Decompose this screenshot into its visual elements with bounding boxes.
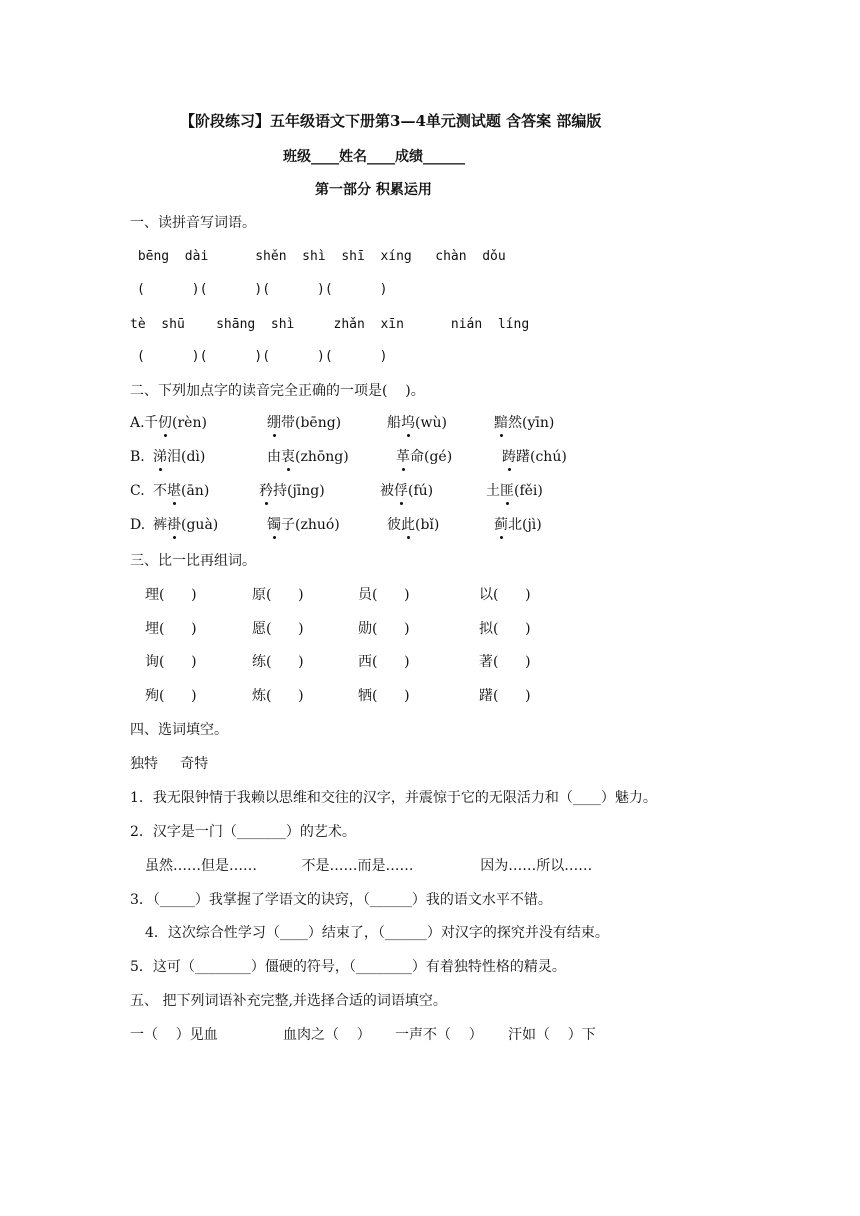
word-compare-cell: 勋( ) xyxy=(358,621,410,637)
option-item: 由衷(zhōng) xyxy=(267,449,349,465)
student-info-line: 班级____姓名____成绩______ xyxy=(283,149,465,165)
option-item: 船坞(wù) xyxy=(387,415,447,431)
word-compare-cell: 以( ) xyxy=(479,587,531,603)
word-compare-cell: 询( ) xyxy=(145,654,197,670)
q4-sentence-2: 2．汉字是一门（_______）的艺术。 xyxy=(130,824,356,840)
word-compare-cell: 殉( ) xyxy=(145,688,197,704)
q4-sentence-3: 3．（_____）我掌握了学语文的诀窍，（______）我的语文水平不错。 xyxy=(130,892,552,908)
q4-choices-1: 独特 奇特 xyxy=(130,756,209,772)
idiom-fill-item: 汗如（ ）下 xyxy=(508,1027,596,1043)
option-item: 被俘(fú) xyxy=(380,483,434,499)
option-label: C. xyxy=(130,483,145,499)
word-compare-cell: 拟( ) xyxy=(479,621,531,637)
q1-heading: 一、读拼音写词语。 xyxy=(130,215,256,231)
option-item: 不堪(ān) xyxy=(153,483,210,499)
word-compare-cell: 西( ) xyxy=(358,654,410,670)
option-item: 踌躇(chú) xyxy=(502,449,567,465)
q4-sentence-1: 1．我无限钟情于我赖以思维和交往的汉字，并震惊于它的无限活力和（____）魅力。 xyxy=(130,790,657,806)
word-compare-cell: 练( ) xyxy=(252,654,304,670)
word-compare-cell: 炼( ) xyxy=(252,688,304,704)
option-label: A. xyxy=(130,415,145,431)
option-item: 蓟北(jì) xyxy=(494,517,542,533)
idiom-fill-item: 血肉之（ ） xyxy=(283,1027,371,1043)
word-compare-cell: 愿( ) xyxy=(252,621,304,637)
option-item: 矜持(jīng) xyxy=(259,483,325,499)
q4-choices-2: 虽然……但是…… 不是……而是…… 因为……所以…… xyxy=(145,858,593,874)
q1-pinyin-row-2: tè shū shāng shì zhǎn xīn nián líng xyxy=(130,317,530,332)
option-item: 绷带(bēng) xyxy=(267,415,342,431)
option-item: 彼此(bǐ) xyxy=(387,517,440,533)
idiom-fill-item: 一（ ）见血 xyxy=(130,1027,218,1043)
option-item: 黯然(yīn) xyxy=(494,415,555,431)
document-title: 【阶段练习】五年级语文下册第3—4单元测试题 含答案 部编版 xyxy=(180,112,602,130)
q1-blanks-row-2: ( )( )( )( ) xyxy=(137,349,388,364)
q1-pinyin-row-1: bēng dài shěn shì shī xíng chàn dǒu xyxy=(130,249,506,264)
option-item: 涕泪(dì) xyxy=(153,449,206,465)
word-compare-cell: 员( ) xyxy=(358,587,410,603)
idiom-fill-item: 一声不（ ） xyxy=(395,1027,483,1043)
word-compare-cell: 牺( ) xyxy=(358,688,410,704)
q4-sentence-4: 4．这次综合性学习（____）结束了，（______）对汉字的探究并没有结束。 xyxy=(145,925,609,941)
option-item: 革命(gé) xyxy=(396,449,453,465)
q4-sentence-5: 5．这可（________）僵硬的符号，（________）有着独特性格的精灵。 xyxy=(130,959,566,975)
option-item: 千仞(rèn) xyxy=(144,415,207,431)
q4-heading: 四、选词填空。 xyxy=(130,722,228,738)
q3-heading: 三、比一比再组词。 xyxy=(130,553,256,569)
option-label: D. xyxy=(130,517,146,533)
option-label: B. xyxy=(130,449,145,465)
word-compare-cell: 躇( ) xyxy=(479,688,531,704)
word-compare-cell: 埋( ) xyxy=(145,621,197,637)
word-compare-cell: 理( ) xyxy=(145,587,197,603)
option-item: 镯子(zhuó) xyxy=(267,517,340,533)
q2-heading: 二、下列加点字的读音完全正确的一项是( )。 xyxy=(130,383,425,399)
q1-blanks-row-1: ( )( )( )( ) xyxy=(137,282,388,297)
option-item: 土匪(fěi) xyxy=(486,483,543,499)
option-item: 裤褂(guà) xyxy=(153,517,219,533)
word-compare-cell: 著( ) xyxy=(479,654,531,670)
q5-heading: 五、 把下列词语补充完整,并选择合适的词语填空。 xyxy=(130,993,447,1009)
part-one-heading: 第一部分 积累运用 xyxy=(315,182,432,198)
word-compare-cell: 原( ) xyxy=(252,587,304,603)
